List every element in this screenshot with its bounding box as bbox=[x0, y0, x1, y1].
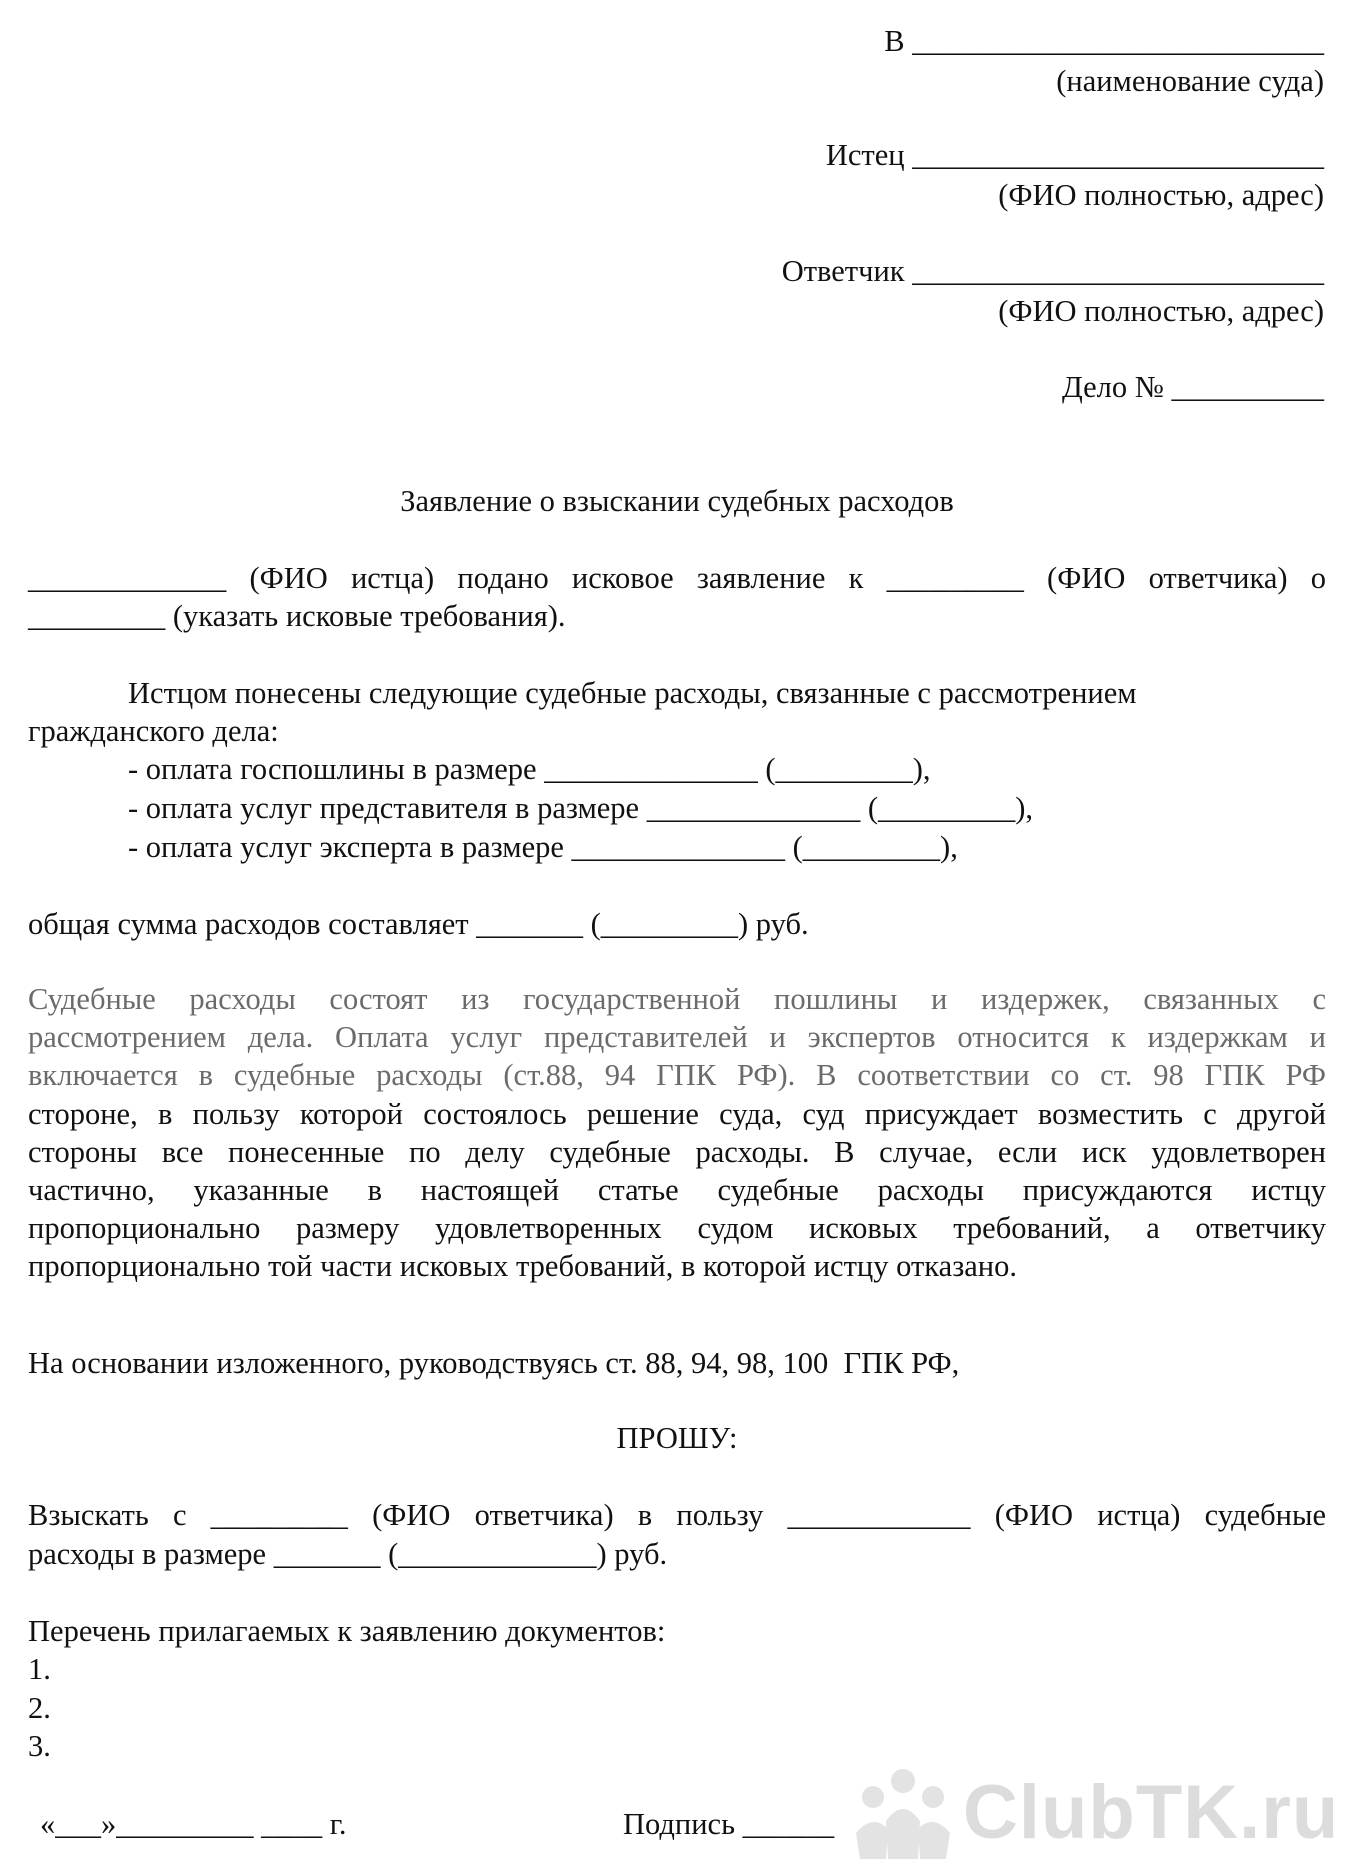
expenses-total: общая сумма расходов составляет _______ (_________) руб. bbox=[28, 907, 809, 941]
legal-line: пропорционально размеру удовлетворенных судом исковых требований, а ответчику bbox=[28, 1211, 1326, 1245]
intro-line-2: _________ (указать исковые требования). bbox=[28, 599, 566, 633]
defendant-hint: (ФИО полностью, адрес) bbox=[998, 294, 1324, 328]
legal-line: стороне, в пользу которой состоялось решение суда, суд присуждает возместить с другой bbox=[28, 1097, 1326, 1131]
expenses-lead-2: гражданского дела: bbox=[28, 714, 279, 748]
legal-line: Судебные расходы состоят из государственной пошлины и издержек, связанных с bbox=[28, 982, 1326, 1016]
basis-line: На основании изложенного, руководствуясь ст. 88, 94, 98, 100 ГПК РФ, bbox=[28, 1346, 960, 1380]
legal-line: стороны все понесенные по делу судебные расходы. В случае, если иск удовлетворен bbox=[28, 1135, 1326, 1169]
attachments-heading: Перечень прилагаемых к заявлению документов: bbox=[28, 1614, 666, 1648]
watermark-text: ClubTK.ru bbox=[963, 1770, 1340, 1855]
watermark bbox=[848, 1763, 1348, 1863]
expense-item: - оплата госпошлины в размере ______________ (_________), bbox=[128, 752, 931, 786]
expense-item: - оплата услуг представителя в размере ______________ (_________), bbox=[128, 791, 1034, 825]
defendant-line: Ответчик ___________________________ bbox=[781, 254, 1324, 288]
date-line: «___»_________ ____ г. bbox=[40, 1807, 347, 1841]
legal-line: пропорционально той части исковых требований, в которой истцу отказано. bbox=[28, 1249, 1017, 1283]
attachment-item: 1. bbox=[28, 1652, 51, 1686]
legal-line: рассмотрением дела. Оплата услуг представителей и экспертов относится к издержкам и bbox=[28, 1020, 1326, 1054]
legal-line: частично, указанные в настоящей статье судебные расходы присуждаются истцу bbox=[28, 1173, 1326, 1207]
court-line: В ___________________________ bbox=[884, 24, 1324, 58]
attachment-item: 2. bbox=[28, 1691, 51, 1725]
request-line-1: Взыскать с _________ (ФИО ответчика) в пользу ____________ (ФИО истца) судебные bbox=[28, 1498, 1326, 1532]
people-group-icon bbox=[848, 1763, 958, 1863]
expense-item: - оплата услуг эксперта в размере ______________ (_________), bbox=[128, 830, 958, 864]
request-line-2: расходы в размере _______ (_____________) руб. bbox=[28, 1537, 668, 1571]
signature-line: Подпись ______ bbox=[623, 1807, 835, 1841]
expenses-lead-1: Истцом понесены следующие судебные расходы, связанные с рассмотрением bbox=[128, 676, 1137, 710]
case-number-line: Дело № __________ bbox=[1061, 370, 1324, 404]
intro-line-1: _____________ (ФИО истца) подано исковое заявление к _________ (ФИО ответчика) о bbox=[28, 561, 1326, 595]
legal-line: включается в судебные расходы (ст.88, 94 ГПК РФ). В соответствии со ст. 98 ГПК РФ bbox=[28, 1058, 1326, 1092]
court-hint: (наименование суда) bbox=[1056, 64, 1324, 98]
plaintiff-hint: (ФИО полностью, адрес) bbox=[998, 178, 1324, 212]
request-heading: ПРОШУ: bbox=[616, 1421, 738, 1455]
document-title: Заявление о взыскании судебных расходов bbox=[400, 484, 954, 518]
plaintiff-line: Истец ___________________________ bbox=[825, 138, 1324, 172]
attachment-item: 3. bbox=[28, 1729, 51, 1763]
